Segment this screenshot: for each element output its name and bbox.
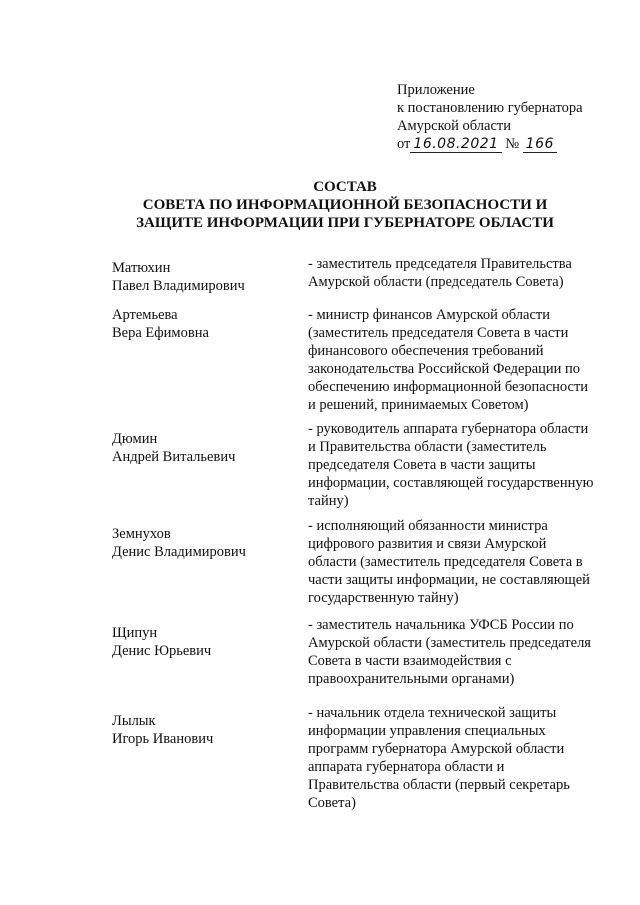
role-line: Правительства области (первый секретарь [308, 777, 570, 793]
role-line: Совета в части взаимодействия с [308, 653, 512, 669]
handwritten-number: 166 [523, 136, 557, 153]
role-line: (заместитель председателя Совета в части [308, 325, 569, 341]
title-line-1: СОСТАВ [313, 179, 377, 195]
appendix-block [397, 81, 632, 153]
role-line: государственную тайну) [308, 590, 459, 606]
role-line: Совета) [308, 795, 356, 811]
handwritten-date: 16.08.2021 [410, 136, 501, 153]
number-prefix: № [505, 136, 520, 152]
member-given-name: Павел Владимирович [112, 278, 245, 294]
member-given-name: Денис Юрьевич [112, 643, 212, 659]
role-line: - заместитель председателя Правительства [308, 256, 572, 272]
role-line: правоохранительными органами) [308, 671, 515, 687]
member-surname: Щипун [112, 625, 158, 641]
member-role [308, 704, 608, 812]
member-name [112, 624, 297, 660]
member-given-name: Денис Владимирович [112, 544, 246, 560]
title-line-2: СОВЕТА ПО ИНФОРМАЦИОННОЙ БЕЗОПАСНОСТИ И [142, 197, 548, 213]
role-line: и Правительства области (заместитель [308, 439, 547, 455]
member-surname: Дюмин [112, 431, 158, 447]
member-surname: Лылык [112, 713, 156, 729]
member-role [308, 306, 608, 414]
role-line: - исполняющий обязанности министра [308, 518, 548, 534]
title-line-3: ЗАЩИТЕ ИНФОРМАЦИИ ПРИ ГУБЕРНАТОРЕ ОБЛАСТИ [136, 215, 554, 231]
role-line: части защиты информации, не составляющей [308, 572, 590, 588]
document-title [100, 178, 590, 232]
role-line: финансового обеспечения требований [308, 343, 544, 359]
member-given-name: Андрей Витальевич [112, 449, 236, 465]
member-given-name: Вера Ефимовна [112, 325, 209, 341]
role-line: - заместитель начальника УФСБ России по [308, 617, 574, 633]
appendix-line-2: к постановлению губернатора [397, 100, 583, 116]
role-line: Амурской области (председатель Совета) [308, 274, 564, 290]
role-line: и решений, принимаемых Советом) [308, 397, 529, 413]
member-surname: Земнухов [112, 526, 171, 542]
member-name [112, 712, 297, 748]
role-line: - министр финансов Амурской области [308, 307, 550, 323]
role-line: законодательства Российской Федерации по [308, 361, 581, 377]
role-line: Амурской области (заместитель председателя [308, 635, 591, 651]
date-prefix: от [397, 136, 411, 152]
member-surname: Артемьева [112, 307, 178, 323]
appendix-line-1: Приложение [397, 82, 475, 98]
member-name [112, 259, 297, 295]
role-line: программ губернатора Амурской области [308, 741, 565, 757]
role-line: информации, составляющей государственную [308, 475, 594, 491]
member-name [112, 525, 297, 561]
appendix-line-3: Амурской области [397, 118, 511, 134]
member-role [308, 517, 608, 607]
member-role [308, 420, 608, 510]
member-role [308, 616, 608, 688]
role-line: цифрового развития и связи Амурской [308, 536, 547, 552]
member-surname: Матюхин [112, 260, 171, 276]
role-line: информации управления специальных [308, 723, 546, 739]
role-line: тайну) [308, 493, 349, 509]
role-line: области (заместитель председателя Совета в [308, 554, 583, 570]
role-line: - руководитель аппарата губернатора области [308, 421, 589, 437]
member-name [112, 430, 297, 466]
role-line: обеспечению информационной безопасности [308, 379, 589, 395]
member-role [308, 255, 608, 291]
member-given-name: Игорь Иванович [112, 731, 214, 747]
member-name [112, 306, 297, 342]
role-line: председателя Совета в части защиты [308, 457, 536, 473]
role-line: - начальник отдела технической защиты [308, 705, 557, 721]
appendix-date-line [397, 135, 632, 153]
role-line: аппарата губернатора области и [308, 759, 505, 775]
